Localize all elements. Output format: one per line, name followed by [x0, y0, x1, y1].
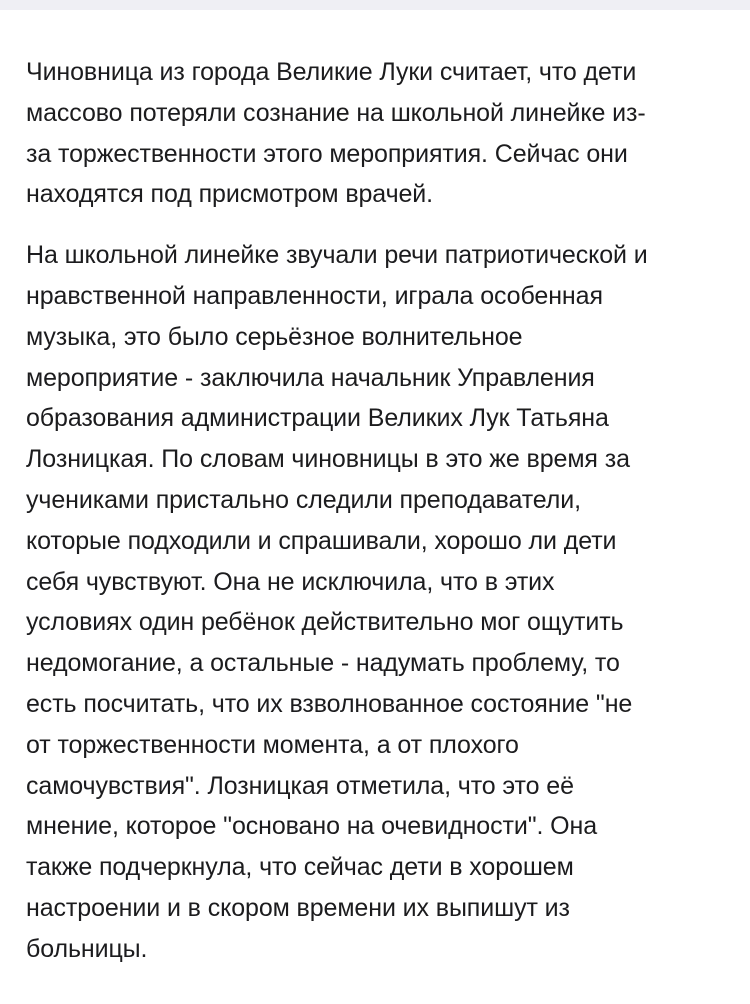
article-body: [26, 52, 731, 970]
article-paragraph-1: Чиновница из города Великие Луки считает, что дети массово потеряли сознание на школьной линейке из- за торжественности этого мероприятия. Сейчас они находятся под присмотром врачей.: [26, 58, 646, 209]
top-bar: [0, 0, 750, 10]
article-paragraph-2: На школьной линейке звучали речи патриотической и нравственной направленности, играла особенная музыка, это было серьёзное волнительное мероприятие - заключила начальник Управления образования администрации Великих Лук Татьяна Лозницкая. По словам чиновницы в это же время за учениками пристально следили преподаватели, которые подходили и спрашивали, хорошо ли дети себя чувствуют. Она не исключила, что в этих условиях один ребёнок действительно мог ощутить недомогание, а остальные - надумать проблему, то есть посчитать, что их взволнованное состояние "не от торжественности момента, а от плохого самочувствия". Лозницкая отметила, что это её мнение, которое "основано на очевидности". Она также подчеркнула, что сейчас дети в хорошем настроении и в скором времени их выпишут из больницы.: [26, 241, 648, 963]
